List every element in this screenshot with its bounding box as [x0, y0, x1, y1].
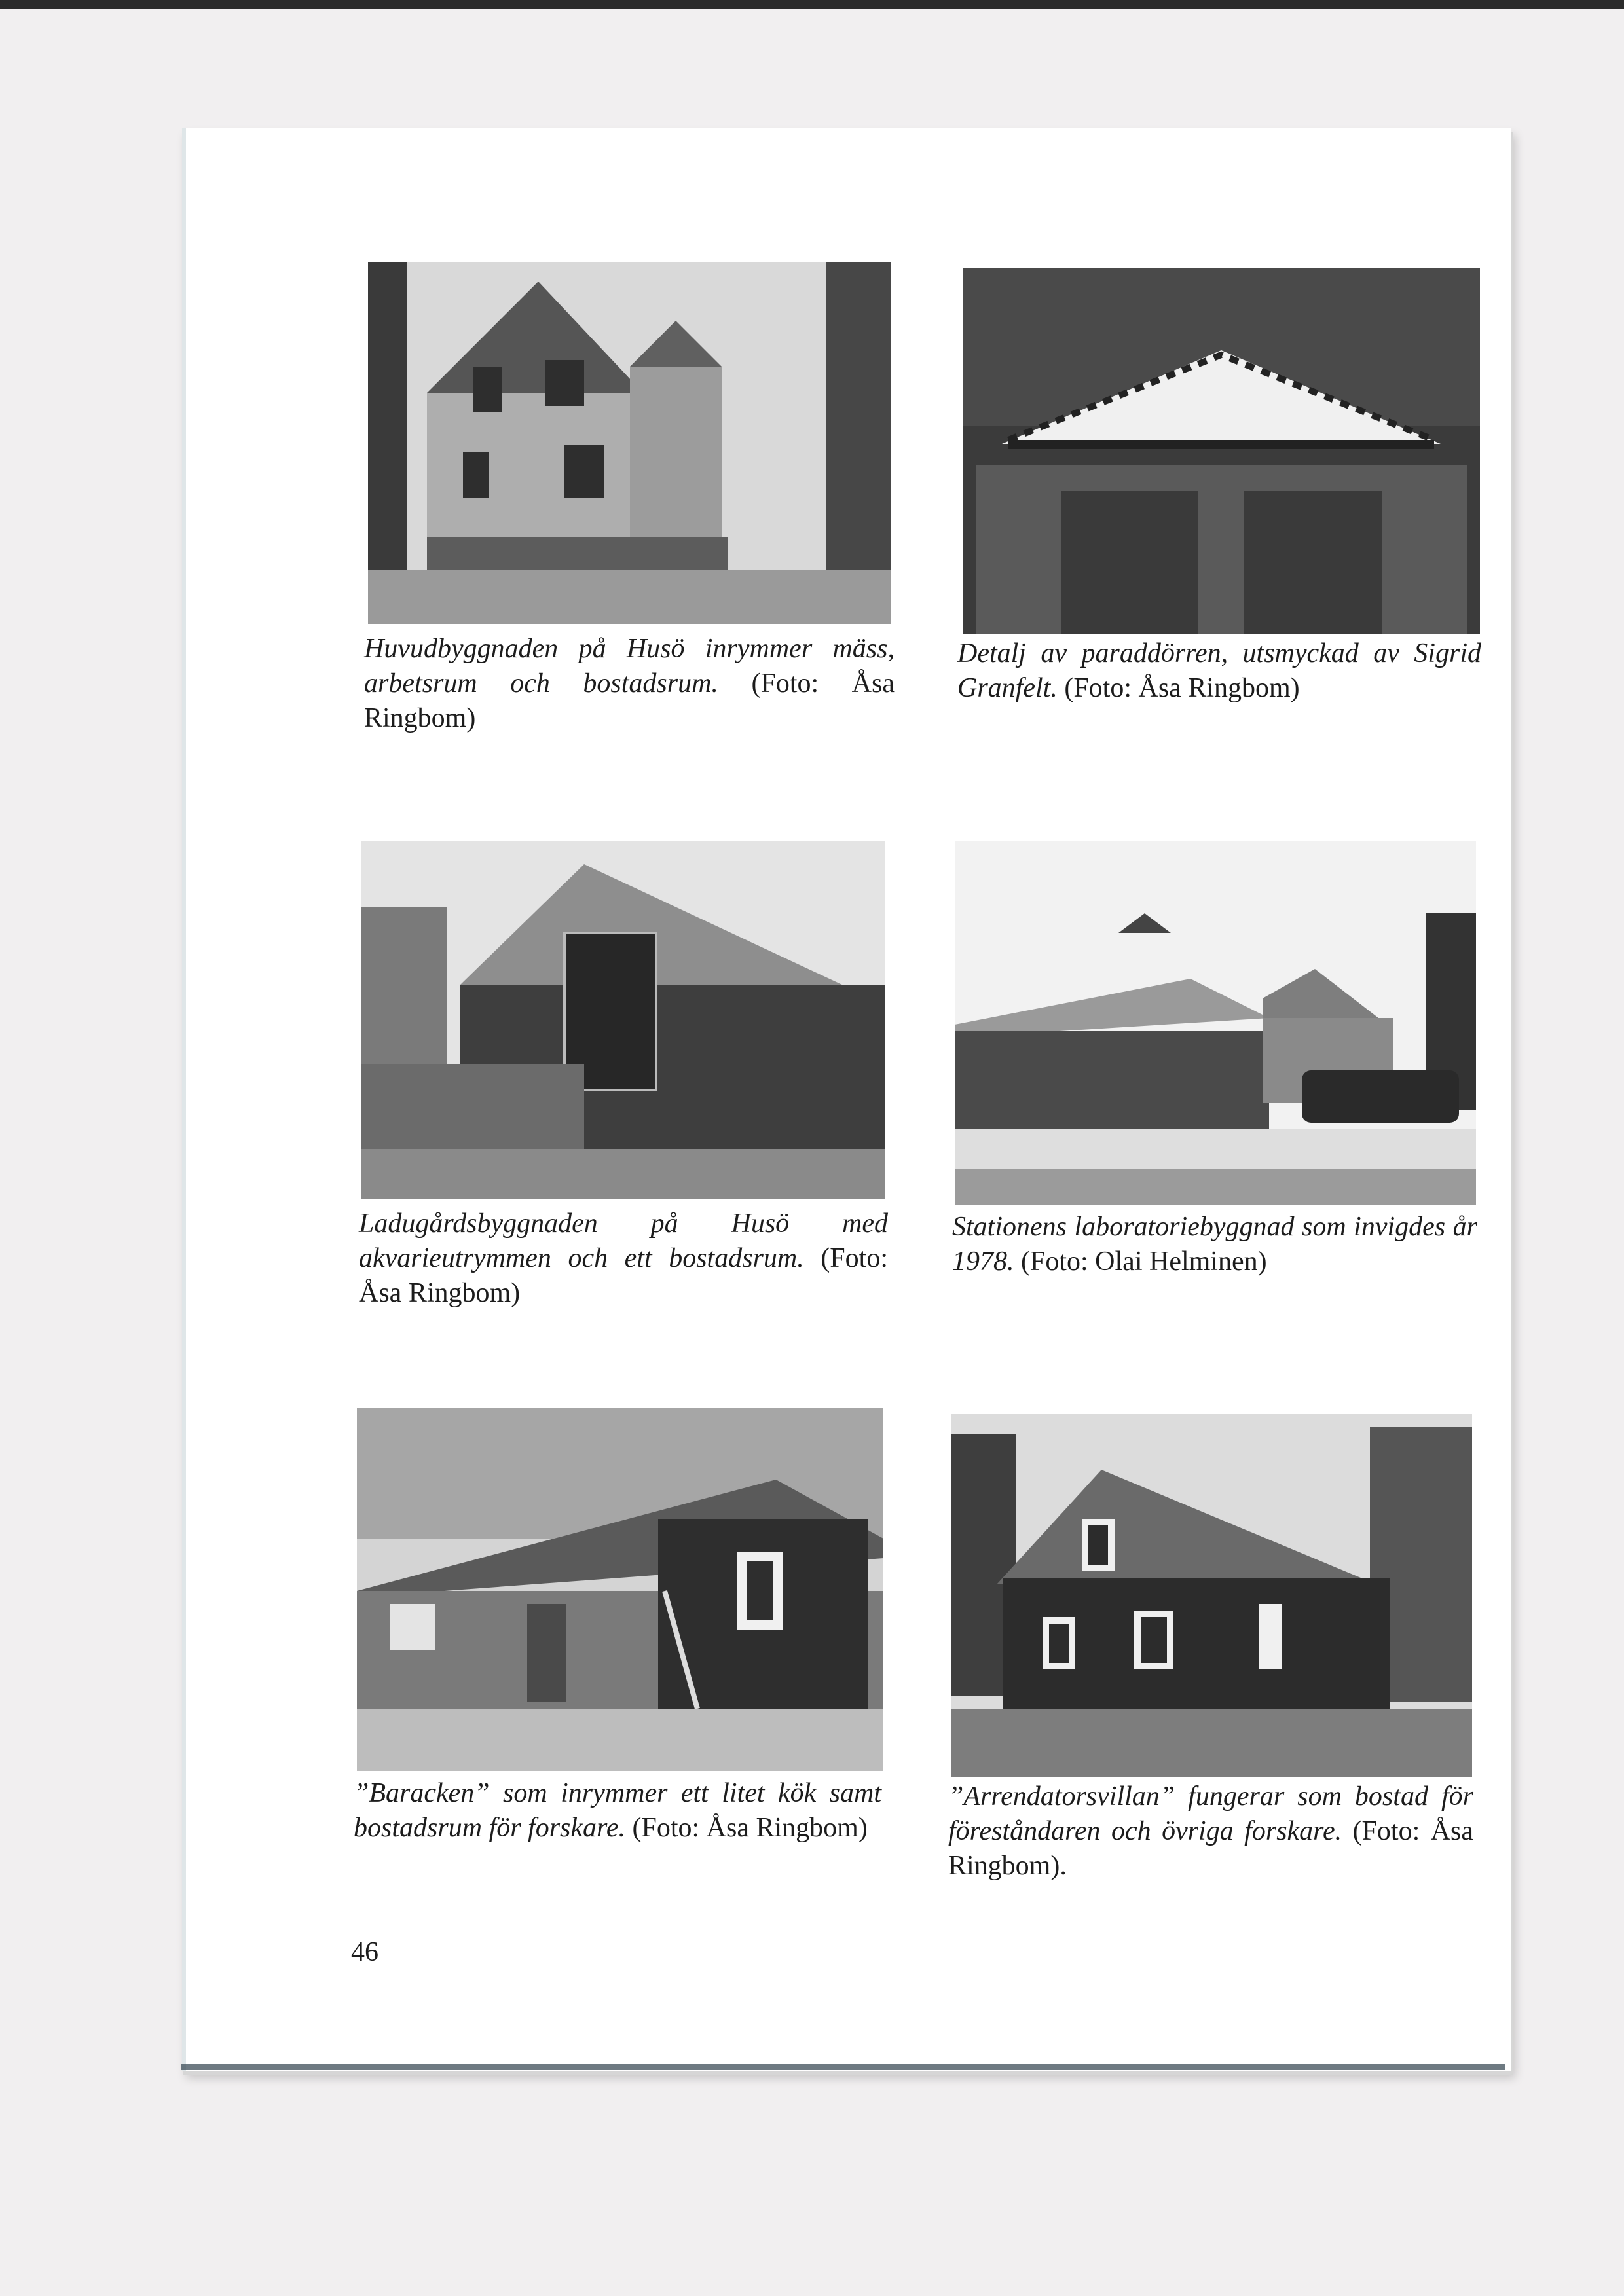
caption-text: Stationens laboratoriebyggnad som invigdes år 1978.	[952, 1212, 1477, 1277]
caption-text: ”Arrendatorsvillan” fungerar som bostad för föreståndaren och övriga forskare.	[948, 1781, 1473, 1846]
photo-tenant-villa	[951, 1414, 1472, 1777]
photo-credit: (Foto: Åsa Ringbom)	[1064, 673, 1300, 703]
caption-main-building	[364, 632, 895, 736]
photo-credit: (Foto: Åsa Ringbom)	[632, 1813, 868, 1843]
page-number: 46	[351, 1937, 378, 1967]
photo-credit: (Foto: Åsa Ringbom)	[359, 1243, 888, 1308]
photo-credit: (Foto: Åsa Ringbom)	[364, 668, 895, 733]
caption-barn-building	[359, 1207, 888, 1311]
photo-main-building	[368, 262, 891, 624]
photo-barracks	[357, 1408, 883, 1771]
scanner-top-edge	[0, 0, 1624, 9]
photo-door-detail	[963, 268, 1480, 634]
caption-barracks	[354, 1776, 881, 1846]
photo-credit: (Foto: Åsa Ringbom).	[948, 1816, 1474, 1881]
caption-door-detail	[957, 636, 1481, 706]
caption-text: Ladugårdsbyggnaden på Husö med akvarieutrymmen och ett bostadsrum.	[359, 1209, 888, 1273]
caption-tenant-villa	[948, 1779, 1473, 1884]
caption-text: Detalj av paraddörren, utsmyckad av Sigrid Granfelt.	[957, 638, 1481, 703]
caption-text: Huvudbyggnaden på Husö inrymmer mäss, arbetsrum och bostadsrum.	[364, 634, 895, 699]
photo-barn-building	[361, 841, 885, 1199]
caption-laboratory-building	[952, 1210, 1477, 1279]
photo-laboratory-building	[955, 841, 1476, 1205]
page-bottom-edge	[181, 2064, 1505, 2070]
caption-text: ”Baracken” som inrymmer ett litet kök samt bostadsrum för forskare.	[354, 1778, 881, 1843]
photo-credit: (Foto: Olai Helminen)	[1021, 1247, 1267, 1277]
